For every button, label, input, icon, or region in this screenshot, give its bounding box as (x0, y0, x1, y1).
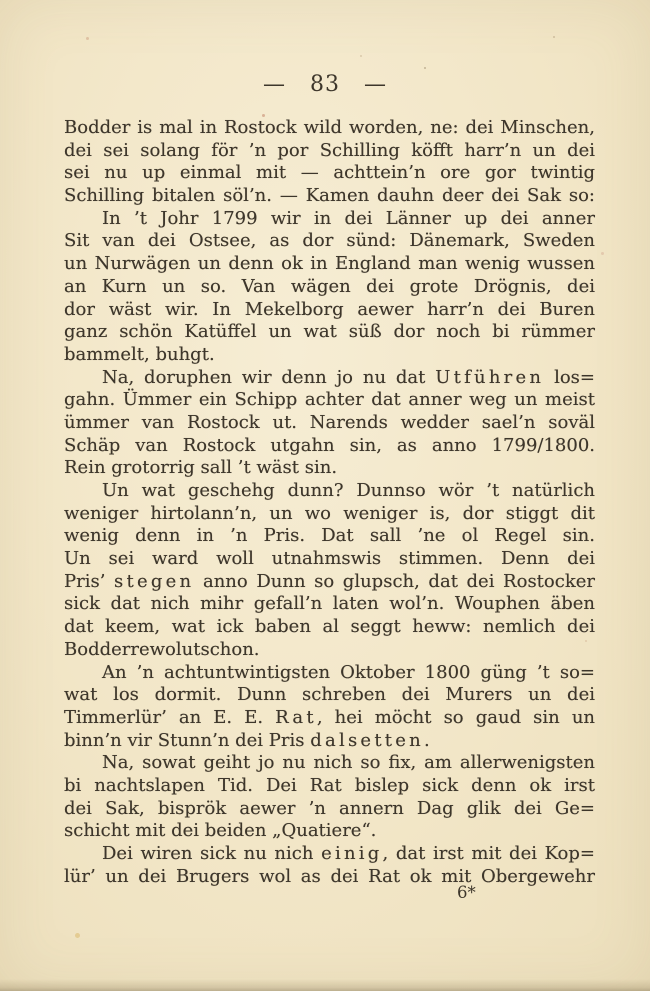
text-line (64, 276, 595, 299)
text-segment: Na, sowat geiht jo nu nich so fix, am allerwenigsten (102, 752, 595, 774)
emphasized-word: dalsetten (310, 729, 424, 751)
text-line (64, 253, 595, 276)
emphasized-word: Rat (275, 706, 317, 728)
text-segment: sei nu up einmal mit — achttein’n ore gor twintig (64, 162, 595, 184)
text-line (64, 117, 595, 140)
text-line (64, 367, 595, 390)
text-segment: Pris’ (64, 570, 115, 592)
text-segment: Bodderrewolutschon. (64, 638, 260, 660)
text-segment: binn’n vir Stunn’n dei Pris (64, 729, 311, 751)
text-segment: gahn. Ümmer ein Schipp achter dat anner weg un meist (64, 389, 595, 411)
signature-mark: 6* (457, 883, 476, 902)
text-line (64, 480, 595, 503)
text-segment: ümmer van Rostock ut. Narends wedder sael’n soväl (64, 411, 595, 433)
text-segment: Rein grotorrig sall ’t wäst sin. (64, 457, 338, 479)
text-segment: Dei wiren sick nu nich (102, 843, 322, 864)
text-line (64, 321, 595, 344)
text-segment: dor wäst wir. In Mekelborg aewer harr’n dei Buren (64, 298, 595, 320)
text-line (64, 389, 595, 412)
text-segment: wenig denn in ’n Pris. Dat sall ’ne ol Regel sin. (64, 525, 595, 547)
text-segment: schicht mit dei beiden „Quatiere“. (64, 820, 377, 842)
text-line (64, 616, 595, 639)
text-segment: weniger hirtolann’n, un wo weniger is, dor stiggt dit (64, 502, 595, 524)
text-line (64, 684, 595, 707)
header-right-dash: — (364, 72, 387, 97)
text-line (64, 230, 595, 253)
text-segment: . (424, 729, 430, 751)
text-line (64, 752, 595, 775)
text-line (64, 344, 595, 367)
text-line (64, 639, 595, 662)
text-line (64, 820, 595, 843)
text-segment: dei Sak, bisprök aewer ’n annern Dag glik dei Ge= (64, 797, 595, 819)
text-line (64, 299, 595, 322)
emphasized-word: stegen (114, 570, 195, 592)
page-header (0, 72, 650, 97)
emphasized-word: einig (321, 843, 383, 864)
text-segment: ganz schön Katüffel un wat süß dor noch bi rümmer (64, 321, 595, 343)
text-line (64, 208, 595, 231)
text-segment: un Nurwägen un denn ok in England man wenig wussen (64, 253, 595, 275)
text-segment: anno Dunn so glupsch, dat dei Rostocker (194, 570, 595, 592)
text-line (64, 707, 595, 730)
text-line (64, 662, 595, 685)
paper-speck (360, 55, 362, 57)
text-segment: In ’t Johr 1799 wir in dei Länner up dei anner (102, 207, 595, 229)
paper-speck (553, 36, 555, 38)
text-line (64, 185, 595, 208)
text-segment: wat los dormit. Dunn schreben dei Murers un dei (64, 684, 595, 706)
text-line (64, 525, 595, 548)
paper-speck (75, 933, 80, 938)
text-segment: dat keem, wat ick baben al seggt heww: nemlich dei (64, 616, 595, 638)
text-line (64, 140, 595, 163)
text-line (64, 435, 595, 458)
text-line (64, 866, 595, 889)
text-line (64, 412, 595, 435)
text-segment: bammelt, buhgt. (64, 343, 215, 365)
emphasized-word: Utführen (435, 366, 545, 388)
text-line (64, 548, 595, 571)
text-line (64, 503, 595, 526)
text-segment: lür’ un dei Brugers wol as dei Rat ok mit Obergewehr (64, 865, 595, 887)
text-line (64, 162, 595, 185)
text-line (64, 775, 595, 798)
paper-speck (424, 67, 426, 69)
text-segment: dei sei solang för ’n por Schilling köfft harr’n un dei (64, 139, 595, 161)
text-segment: Timmerlür’ an E. E. (64, 706, 276, 728)
text-line (64, 457, 595, 480)
text-segment: Na, doruphen wir denn jo nu dat (102, 366, 436, 388)
text-line (64, 571, 595, 594)
text-segment: , hei möcht so gaud sin un (316, 706, 596, 728)
text-segment: Bodder is mal in Rostock wild worden, ne: dei Minschen, (64, 117, 595, 138)
text-line (64, 843, 595, 866)
text-segment: Un wat geschehg dunn? Dunnso wör ’t natürlich (102, 480, 595, 501)
text-segment: Schäp van Rostock utgahn sin, as anno 1799/1800. (64, 434, 595, 456)
paper-speck (86, 37, 89, 40)
text-segment: An ’n achtuntwintigsten Oktober 1800 güng ’t so= (102, 661, 595, 683)
header-left-dash: — (263, 72, 286, 97)
text-segment: sick dat nich mihr gefall’n laten wol’n. Wouphen äben (64, 593, 595, 615)
text-segment: bi nachtslapen Tid. Dei Rat bislep sick denn ok irst (64, 774, 595, 796)
text-line (64, 730, 595, 753)
paper-speck (601, 252, 604, 255)
text-segment: Sit van dei Ostsee, as dor sünd: Dänemark, Sweden (64, 230, 595, 252)
page-number: 83 (310, 72, 340, 97)
text-segment: Un sei ward woll utnahmswis stimmen. Denn dei (64, 548, 595, 570)
text-line (64, 798, 595, 821)
text-segment: an Kurn un so. Van wägen dei grote Drögnis, dei (64, 275, 595, 297)
text-line (64, 593, 595, 616)
text-block (64, 117, 595, 888)
text-segment: , dat irst mit dei Kop= (382, 843, 595, 864)
text-segment: Schilling bitalen söl’n. — Kamen dauhn deer dei Sak so: (64, 185, 595, 207)
text-segment: los= (544, 366, 595, 388)
